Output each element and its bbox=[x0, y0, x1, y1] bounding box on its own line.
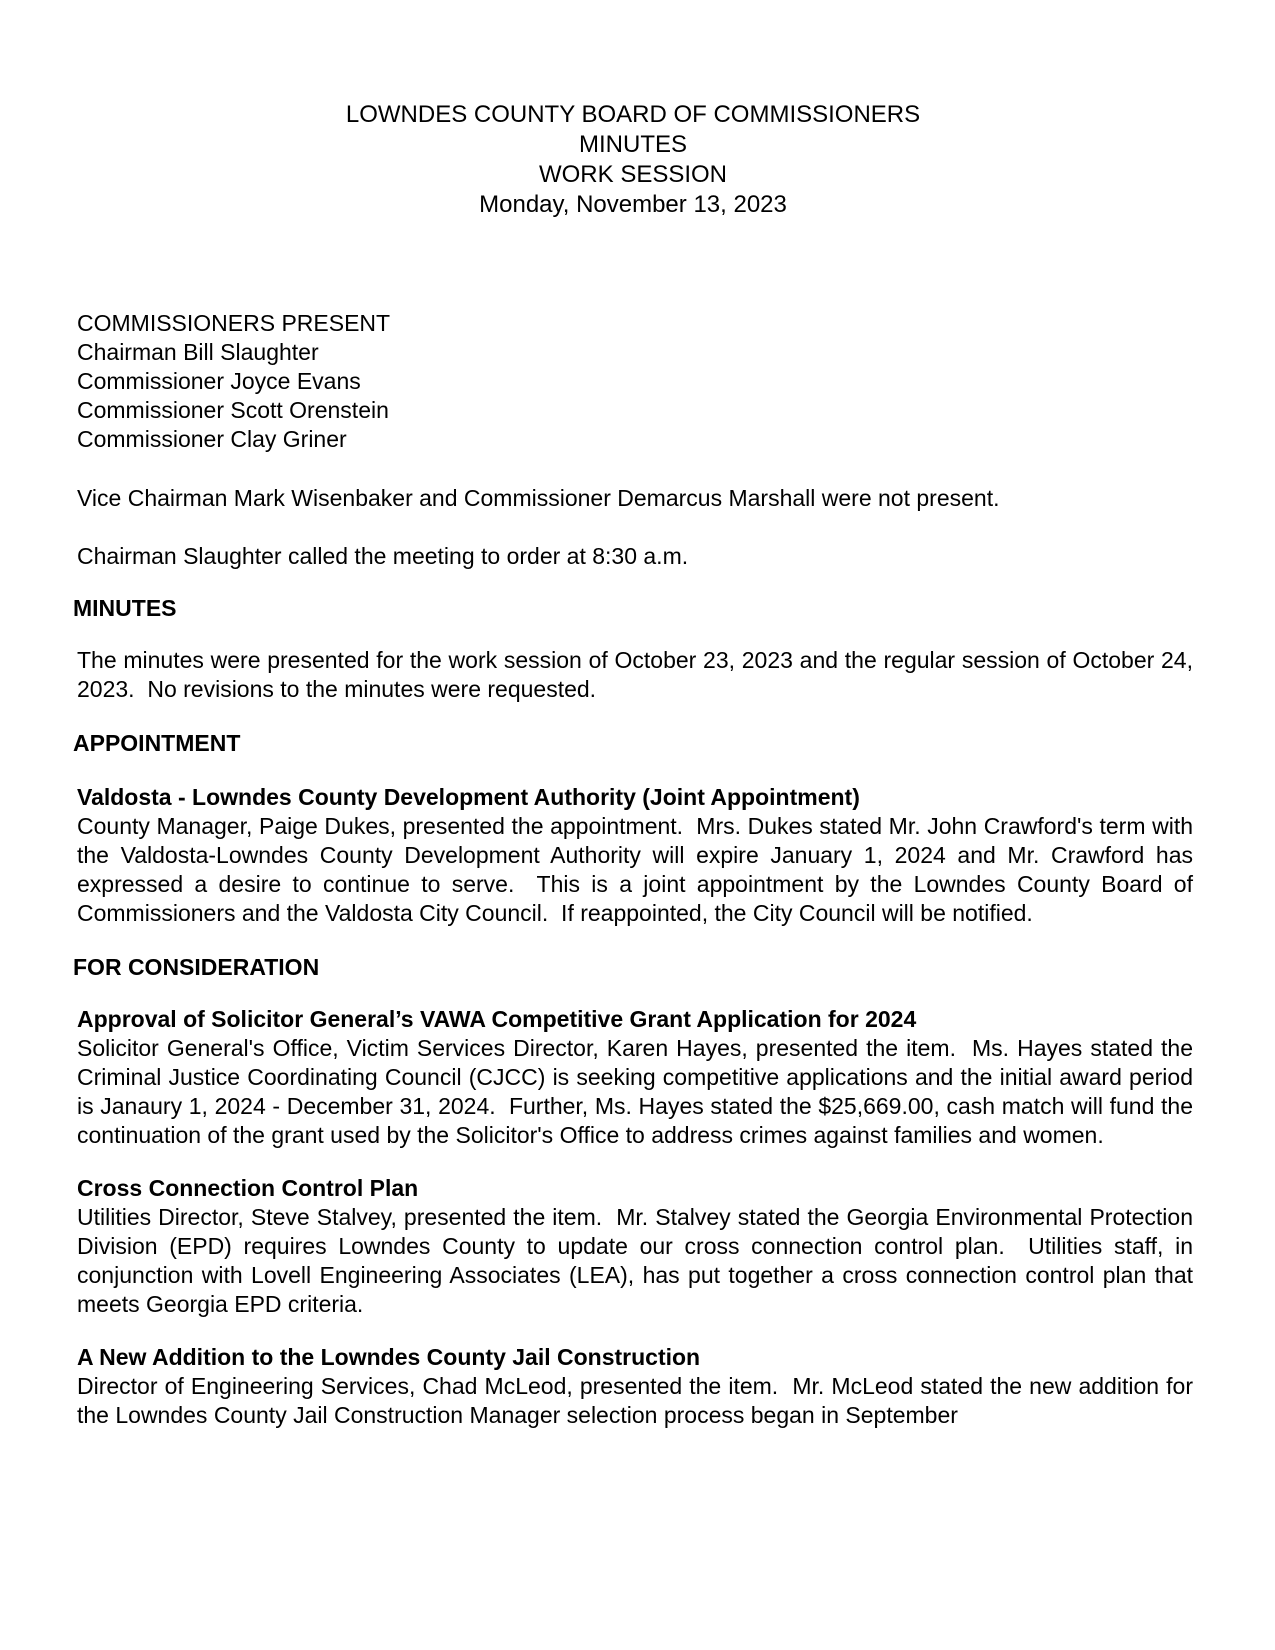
agenda-item-jail-construction bbox=[77, 1343, 1200, 1430]
agenda-item-body: County Manager, Paige Dukes, presented the appointment. Mrs. Dukes stated Mr. John Crawford's term with the Valdosta-Lowndes County Development Authority will expire January 1, 2024 and Mr. Crawford has expressed a desire to continue to serve. This is a joint appointment by the Lowndes County Board of Commissioners and the Valdosta City Council. If reappointed, the City Council will be notified. bbox=[77, 813, 1200, 926]
commissioner-name: Commissioner Joyce Evans bbox=[77, 368, 361, 394]
agenda-item-body: Solicitor General's Office, Victim Services Director, Karen Hayes, presented the item. Ms. Hayes stated the Criminal Justice Coordinating Council (CJCC) is seeking competitive applications and the initial award period is Janaury 1, 2024 - December 31, 2024. Further, Ms. Hayes stated the $25,669.00, cash match will fund the continuation of the grant used by the Solicitor's Office to address crimes against families and women. bbox=[77, 1035, 1200, 1148]
commissioners-present-header: COMMISSIONERS PRESENT bbox=[77, 310, 391, 336]
minutes-paragraph: The minutes were presented for the work session of October 23, 2023 and the regular session of October 24, 2023. No revisions to the minutes were requested. bbox=[77, 647, 1200, 702]
document-title-line-3: WORK SESSION bbox=[538, 161, 728, 188]
agenda-item-development-authority bbox=[77, 783, 1200, 928]
agenda-item-cross-connection bbox=[77, 1174, 1200, 1319]
document-title-line-1: LOWNDES COUNTY BOARD OF COMMISSIONERS bbox=[345, 101, 921, 128]
agenda-item-title: A New Addition to the Lowndes County Jail Construction bbox=[77, 1344, 701, 1370]
agenda-item-title: Approval of Solicitor General’s VAWA Competitive Grant Application for 2024 bbox=[77, 1006, 917, 1032]
agenda-item-title: Cross Connection Control Plan bbox=[77, 1175, 419, 1201]
section-heading-minutes: MINUTES bbox=[73, 595, 177, 621]
agenda-item-vawa-grant bbox=[77, 1005, 1200, 1150]
absent-commissioners-note: Vice Chairman Mark Wisenbaker and Commissioner Demarcus Marshall were not present. bbox=[77, 485, 1000, 511]
agenda-item-body: Utilities Director, Steve Stalvey, presented the item. Mr. Stalvey stated the Georgia Environmental Protection Division (EPD) requires Lowndes County to update our cross connection control plan. Utilities staff, in conjunction with Lovell Engineering Associates (LEA), has put together a cross connection control plan that meets Georgia EPD criteria. bbox=[77, 1204, 1200, 1317]
commissioner-name: Chairman Bill Slaughter bbox=[77, 339, 319, 365]
section-heading-for-consideration: FOR CONSIDERATION bbox=[73, 954, 320, 980]
section-heading-appointment: APPOINTMENT bbox=[73, 730, 241, 756]
commissioners-present-list bbox=[77, 309, 1193, 454]
commissioner-name: Commissioner Clay Griner bbox=[77, 426, 347, 452]
document-date-line: Monday, November 13, 2023 bbox=[479, 191, 787, 218]
commissioner-name: Commissioner Scott Orenstein bbox=[77, 397, 389, 423]
document-title-line-2: MINUTES bbox=[579, 131, 687, 158]
agenda-item-body: Director of Engineering Services, Chad McLeod, presented the item. Mr. McLeod stated the new addition for the Lowndes County Jail Construction Manager selection process began in September bbox=[77, 1373, 1200, 1428]
agenda-item-title: Valdosta - Lowndes County Development Authority (Joint Appointment) bbox=[77, 784, 860, 810]
document-title-block bbox=[73, 100, 1193, 220]
call-to-order-note: Chairman Slaughter called the meeting to order at 8:30 a.m. bbox=[77, 543, 689, 569]
